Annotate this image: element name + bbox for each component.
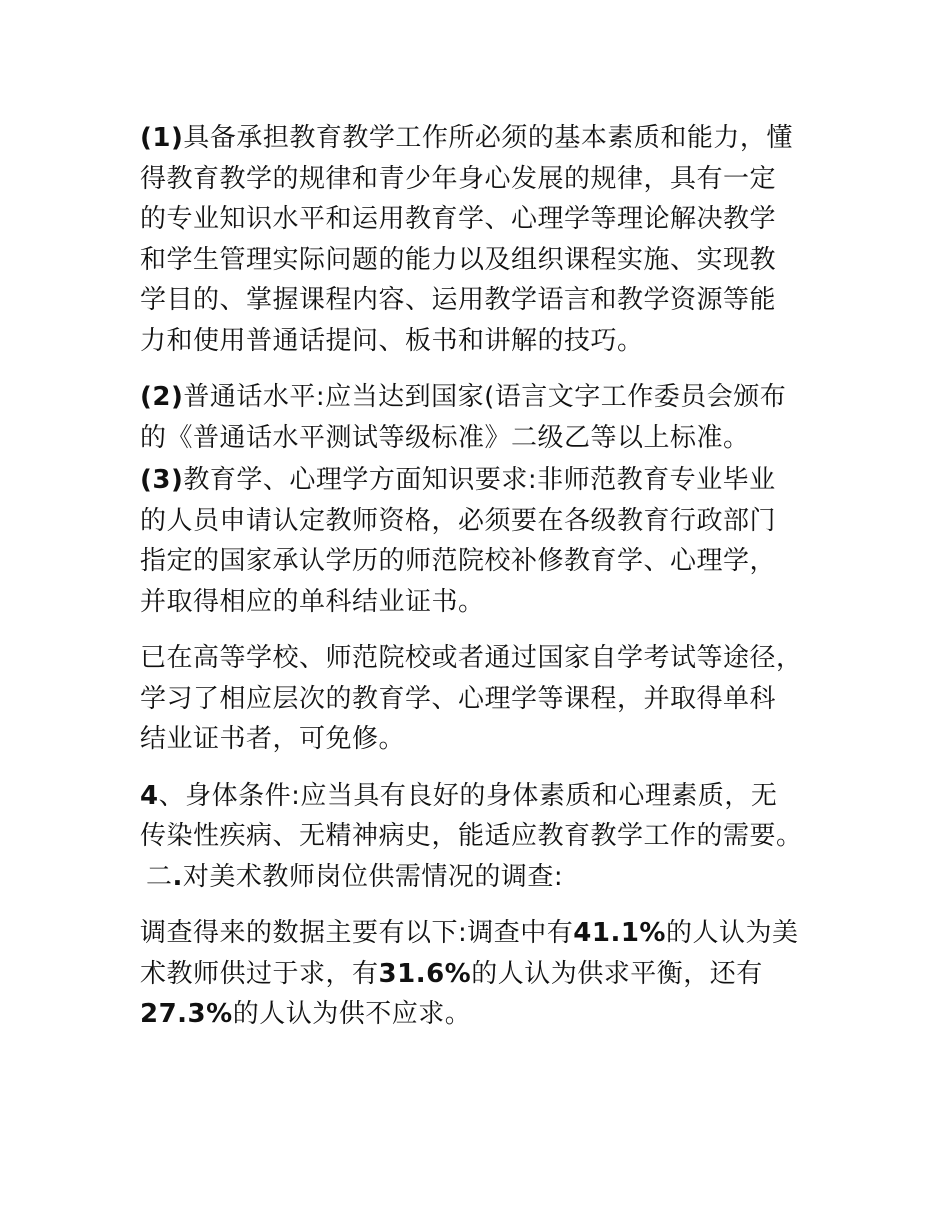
percentage-value: 27.3% (140, 999, 233, 1029)
line-text: 的人认为供求平衡，还有 (471, 958, 763, 989)
heading-dot: . (172, 861, 183, 892)
line: 和学生管理实际问题的能力以及组织课程实施、实现教 (140, 244, 777, 275)
line: 的专业知识水平和运用教育学、心理学等理论解决教学 (140, 204, 777, 234)
section-heading-2 (140, 857, 830, 898)
line (140, 377, 830, 418)
percentage-value: 41.1% (573, 918, 666, 948)
line-text: 教育学、心理学方面知识要求:非师范教育专业毕业 (183, 465, 776, 495)
line: 并取得相应的单科结业证书。 (140, 586, 485, 617)
line (140, 460, 830, 501)
line-text: 的人认为美 (665, 918, 799, 948)
line: 力和使用普通话提问、板书和讲解的技巧。 (140, 325, 644, 356)
paragraph-requirement-3 (140, 460, 830, 622)
line: 已在高等学校、师范院校或者通过国家自学考试等途径， (140, 643, 803, 673)
line-text: 调查得来的数据主要有以下:调查中有 (140, 918, 574, 948)
paragraph-requirement-2 (140, 377, 830, 458)
line-text: 的人认为供不应求。 (232, 999, 472, 1029)
line: 结业证书者，可免修。 (140, 724, 406, 754)
line (140, 118, 830, 159)
item-number: (3) (140, 465, 184, 495)
item-number: (2) (140, 382, 184, 412)
item-number: 4 (140, 780, 159, 811)
item-number: (1) (140, 123, 184, 153)
heading-prefix: 二 (146, 861, 173, 892)
line (140, 994, 830, 1035)
paragraph-requirement-1 (140, 118, 830, 361)
paragraph-exemption (140, 638, 830, 760)
line-text: 普通话水平:应当达到国家(语言文字工作委员会颁布 (183, 382, 787, 412)
line: 的《普通话水平测试等级标准》二级乙等以上标准。 (140, 422, 750, 453)
line: 学目的、掌握课程内容、运用教学语言和教学资源等能 (140, 285, 777, 315)
line: 学习了相应层次的教育学、心理学等课程，并取得单科 (140, 683, 777, 714)
paragraph-physical-condition (140, 776, 830, 898)
line (140, 954, 830, 995)
line (140, 776, 830, 817)
document-page (140, 118, 830, 1035)
line: 得教育教学的规律和青少年身心发展的规律，具有一定 (140, 163, 777, 194)
percentage-value: 31.6% (378, 958, 472, 989)
line-text: 具备承担教育教学工作所必须的基本素质和能力，懂 (183, 123, 793, 153)
line: 指定的国家承认学历的师范院校补修教育学、心理学， (140, 546, 777, 576)
line: 传染性疾病、无精神病史，能适应教育教学工作的需要。 (140, 821, 803, 851)
line (140, 913, 830, 954)
paragraph-survey-results (140, 913, 830, 1035)
line-text: 术教师供过于求，有 (140, 958, 379, 989)
line: 的人员申请认定教师资格，必须要在各级教育行政部门 (140, 505, 777, 536)
line-text: 、身体条件:应当具有良好的身体素质和心理素质，无 (158, 780, 778, 811)
heading-text: 对美术教师岗位供需情况的调查: (182, 861, 564, 892)
